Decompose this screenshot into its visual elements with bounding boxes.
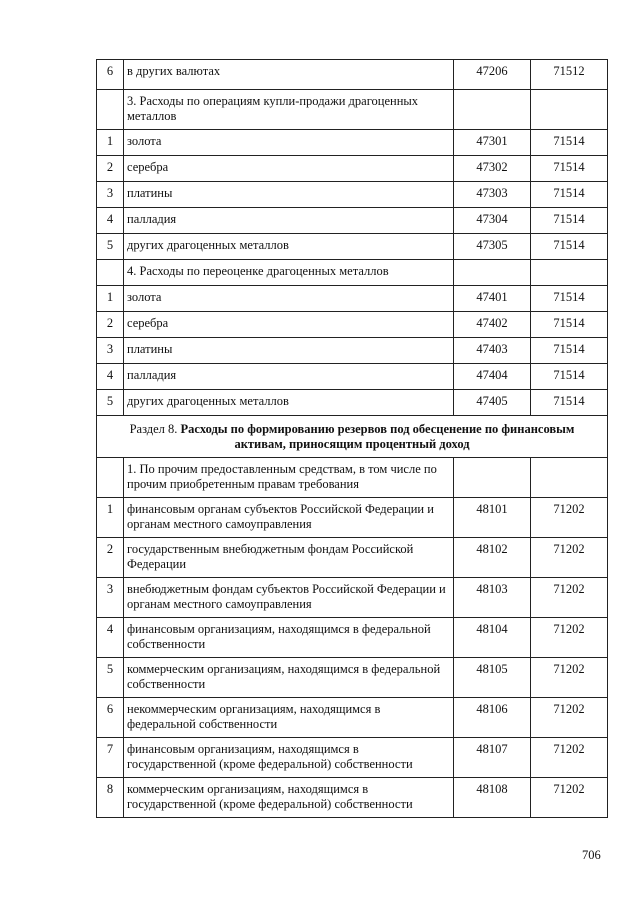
table-row <box>97 618 608 658</box>
row-number: 1 <box>97 130 124 156</box>
row-number: 1 <box>97 498 124 538</box>
table-row <box>97 538 608 578</box>
symbol-code <box>531 260 608 286</box>
row-number: 7 <box>97 738 124 778</box>
table-row <box>97 338 608 364</box>
group-header-row <box>97 260 608 286</box>
section-title-bold: Расходы по формированию резервов под обесценение по финансовым активам, приносящим процентный доход <box>180 422 575 451</box>
table-row <box>97 286 608 312</box>
row-number: 6 <box>97 60 124 90</box>
account-code: 48105 <box>454 658 531 698</box>
row-description: финансовым организациям, находящимся в федеральной собственности <box>124 618 454 658</box>
section-title <box>97 416 608 458</box>
symbol-code: 71514 <box>531 156 608 182</box>
account-code: 47404 <box>454 364 531 390</box>
symbol-code: 71514 <box>531 338 608 364</box>
account-code: 47303 <box>454 182 531 208</box>
accounts-table <box>96 59 608 818</box>
group-header-row <box>97 90 608 130</box>
group-title: 1. По прочим предоставленным средствам, в том числе по прочим приобретенным правам требования <box>124 458 454 498</box>
symbol-code: 71202 <box>531 618 608 658</box>
table-row <box>97 312 608 338</box>
symbol-code: 71512 <box>531 60 608 90</box>
row-description: коммерческим организациям, находящимся в государственной (кроме федеральной) собственности <box>124 778 454 818</box>
table-row <box>97 208 608 234</box>
symbol-code: 71202 <box>531 498 608 538</box>
account-code: 48108 <box>454 778 531 818</box>
accounts-table-body <box>97 60 608 818</box>
row-number: 6 <box>97 698 124 738</box>
symbol-code: 71202 <box>531 698 608 738</box>
row-number: 4 <box>97 208 124 234</box>
table-row <box>97 156 608 182</box>
account-code: 48103 <box>454 578 531 618</box>
row-description: серебра <box>124 312 454 338</box>
account-code <box>454 260 531 286</box>
table-row <box>97 182 608 208</box>
account-code: 47304 <box>454 208 531 234</box>
symbol-code: 71514 <box>531 364 608 390</box>
row-number: 2 <box>97 156 124 182</box>
symbol-code: 71514 <box>531 130 608 156</box>
page-number: 706 <box>582 848 601 862</box>
account-code: 47305 <box>454 234 531 260</box>
group-header-row <box>97 458 608 498</box>
table-row <box>97 130 608 156</box>
table-row <box>97 498 608 538</box>
row-description: платины <box>124 338 454 364</box>
row-description: золота <box>124 130 454 156</box>
row-number: 5 <box>97 658 124 698</box>
account-code: 47206 <box>454 60 531 90</box>
symbol-code: 71202 <box>531 778 608 818</box>
symbol-code: 71514 <box>531 312 608 338</box>
account-code: 47401 <box>454 286 531 312</box>
table-row <box>97 578 608 618</box>
account-code: 47402 <box>454 312 531 338</box>
row-number <box>97 90 124 130</box>
account-code: 48101 <box>454 498 531 538</box>
symbol-code: 71202 <box>531 538 608 578</box>
account-code: 48106 <box>454 698 531 738</box>
table-row <box>97 364 608 390</box>
row-description: государственным внебюджетным фондам Российской Федерации <box>124 538 454 578</box>
symbol-code <box>531 458 608 498</box>
row-description: палладия <box>124 208 454 234</box>
symbol-code: 71202 <box>531 738 608 778</box>
row-number: 3 <box>97 338 124 364</box>
group-title: 4. Расходы по переоценке драгоценных металлов <box>124 260 454 286</box>
row-description: серебра <box>124 156 454 182</box>
row-number: 4 <box>97 364 124 390</box>
account-code: 47301 <box>454 130 531 156</box>
row-number <box>97 260 124 286</box>
row-number: 3 <box>97 578 124 618</box>
symbol-code: 71514 <box>531 234 608 260</box>
table-row <box>97 658 608 698</box>
group-title: 3. Расходы по операциям купли-продажи драгоценных металлов <box>124 90 454 130</box>
table-row <box>97 60 608 90</box>
symbol-code: 71514 <box>531 182 608 208</box>
row-number: 5 <box>97 390 124 416</box>
section-prefix: Раздел 8. <box>129 422 181 436</box>
table-row <box>97 738 608 778</box>
account-code: 47405 <box>454 390 531 416</box>
row-number: 3 <box>97 182 124 208</box>
table-row <box>97 698 608 738</box>
row-number: 2 <box>97 312 124 338</box>
row-description: некоммерческим организациям, находящимся в федеральной собственности <box>124 698 454 738</box>
symbol-code: 71202 <box>531 578 608 618</box>
account-code <box>454 90 531 130</box>
row-description: финансовым организациям, находящимся в государственной (кроме федеральной) собственности <box>124 738 454 778</box>
section-header-row <box>97 416 608 458</box>
row-description: других драгоценных металлов <box>124 234 454 260</box>
symbol-code: 71514 <box>531 286 608 312</box>
symbol-code <box>531 90 608 130</box>
account-code: 48107 <box>454 738 531 778</box>
table-row <box>97 778 608 818</box>
row-description: платины <box>124 182 454 208</box>
row-description: в других валютах <box>124 60 454 90</box>
table-row <box>97 390 608 416</box>
row-description: золота <box>124 286 454 312</box>
row-description: внебюджетным фондам субъектов Российской Федерации и органам местного самоуправления <box>124 578 454 618</box>
row-number <box>97 458 124 498</box>
row-number: 8 <box>97 778 124 818</box>
account-code <box>454 458 531 498</box>
account-code: 48104 <box>454 618 531 658</box>
symbol-code: 71514 <box>531 208 608 234</box>
row-description: финансовым органам субъектов Российской Федерации и органам местного самоуправления <box>124 498 454 538</box>
symbol-code: 71514 <box>531 390 608 416</box>
row-number: 5 <box>97 234 124 260</box>
account-code: 48102 <box>454 538 531 578</box>
symbol-code: 71202 <box>531 658 608 698</box>
row-number: 4 <box>97 618 124 658</box>
row-number: 2 <box>97 538 124 578</box>
row-description: других драгоценных металлов <box>124 390 454 416</box>
row-description: коммерческим организациям, находящимся в федеральной собственности <box>124 658 454 698</box>
table-row <box>97 234 608 260</box>
row-number: 1 <box>97 286 124 312</box>
account-code: 47302 <box>454 156 531 182</box>
account-code: 47403 <box>454 338 531 364</box>
row-description: палладия <box>124 364 454 390</box>
